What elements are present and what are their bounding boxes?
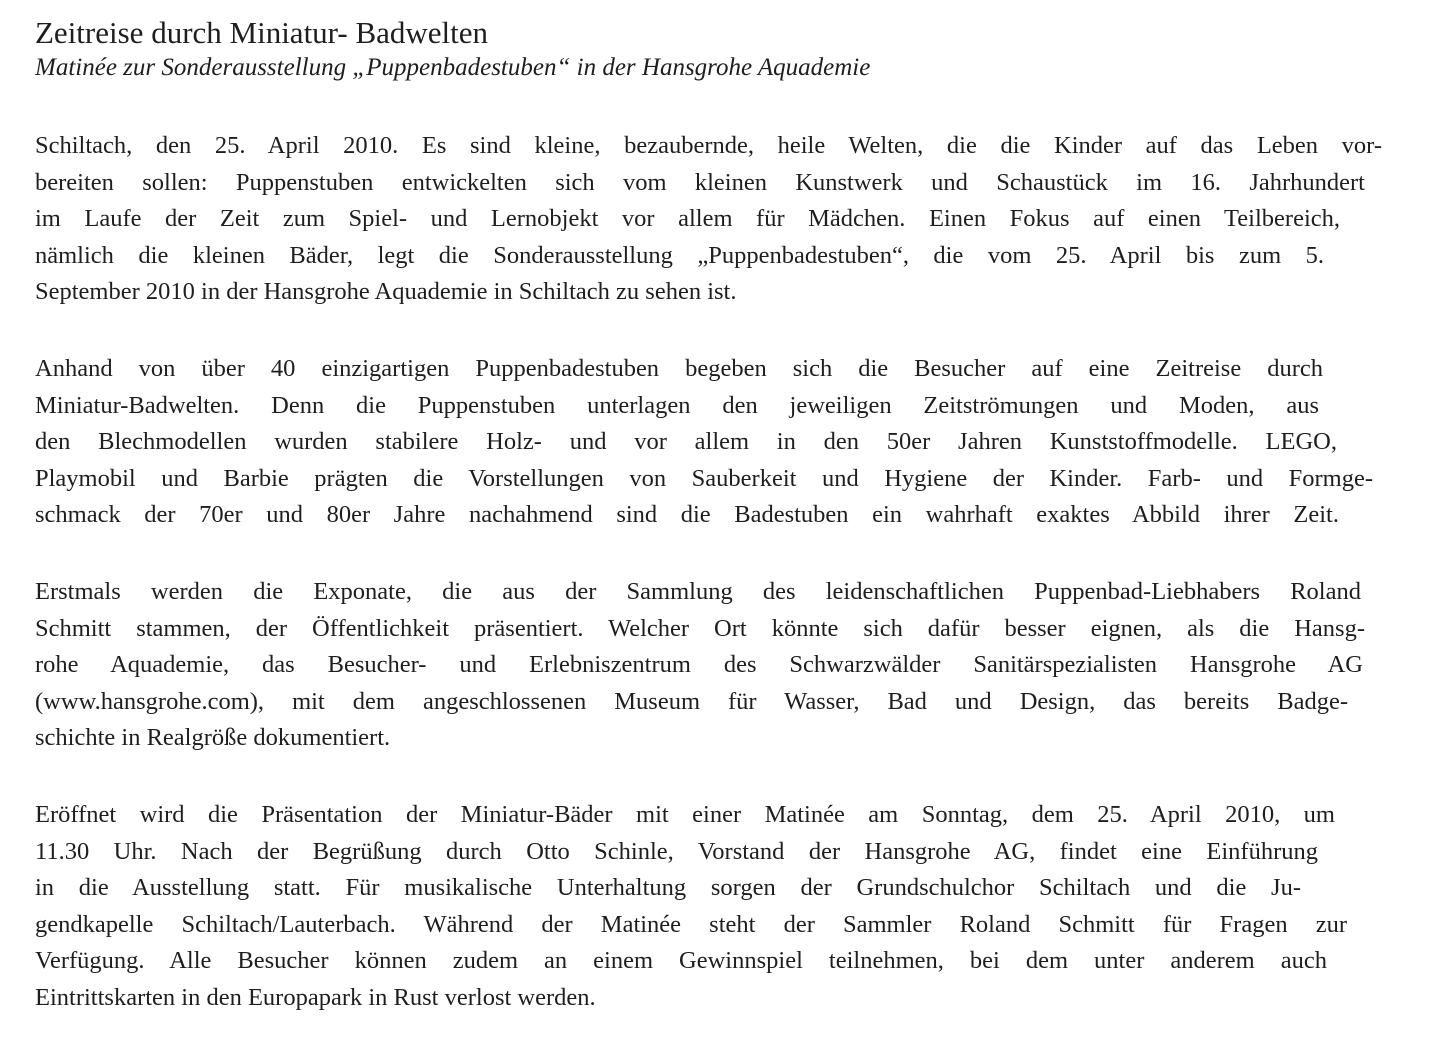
text-line: schmack der 70er und 80er Jahre nachahmend sind die Badestuben ein wahrhaft exaktes Abbild ihrer Zeit. [35,501,1339,529]
paragraph-1 [35,128,1415,311]
document-subtitle: Matinée zur Sonderausstellung „Puppenbadestuben“ in der Hansgrohe Aquademie [35,54,871,81]
paragraph-4 [35,797,1415,1017]
paragraph-2 [35,351,1415,534]
text-line: Schiltach, den 25. April 2010. Es sind kleine, bezaubernde, heile Welten, die die Kinder auf das Leben vor- [35,132,1382,159]
text-line: Miniatur-Badwelten. Denn die Puppenstuben unterlagen den jeweiligen Zeitströmungen und Moden, aus [35,391,1319,419]
text-line: Anhand von über 40 einzigartigen Puppenbadestuben begeben sich die Besucher auf eine Zeitreise durch [35,354,1323,382]
press-release [35,14,1415,1011]
text-line: schichte in Realgröße dokumentiert. [35,724,391,752]
text-line: Eröffnet wird die Präsentation der Miniatur-Bäder mit einer Matinée am Sonntag, dem 25. April 2010, um [35,800,1335,828]
text-line: den Blechmodellen wurden stabilere Holz- und vor allem in den 50er Jahren Kunststoffmodelle. LEGO, [35,428,1337,456]
text-line: Erstmals werden die Exponate, die aus der Sammlung des leidenschaftlichen Puppenbad-Liebhabers Roland [35,577,1361,605]
text-line: Playmobil und Barbie prägten die Vorstellungen von Sauberkeit und Hygiene der Kinder. Farb- und Formge- [35,464,1373,492]
text-line: 11.30 Uhr. Nach der Begrüßung durch Otto Schinle, Vorstand der Hansgrohe AG, findet eine Einführung [35,837,1318,865]
text-line: Schmitt stammen, der Öffentlichkeit präsentiert. Welcher Ort könnte sich dafür besser eignen, als die Hansg- [35,614,1365,642]
text-line: Eintrittskarten in den Europapark in Rust verlost werden. [35,983,596,1011]
paragraph-3 [35,574,1415,757]
text-line: im Laufe der Zeit zum Spiel- und Lernobjekt vor allem für Mädchen. Einen Fokus auf einen Teilbereich, [35,205,1340,233]
document-title: Zeitreise durch Miniatur- Badwelten [35,15,489,50]
text-line: bereiten sollen: Puppenstuben entwickelten sich vom kleinen Kunstwerk und Schaustück im 16. Jahrhundert [35,168,1365,196]
text-line: Verfügung. Alle Besucher können zudem an einem Gewinnspiel teilnehmen, bei dem unter anderem auch [35,947,1327,975]
text-line: September 2010 in der Hansgrohe Aquademie in Schiltach zu sehen ist. [35,278,737,306]
text-line: (www.hansgrohe.com), mit dem angeschlossenen Museum für Wasser, Bad und Design, das bereits Badge- [35,687,1348,715]
body-text [35,128,1415,1056]
text-line: rohe Aquademie, das Besucher- und Erlebniszentrum des Schwarzwälder Sanitärspezialisten Hansgrohe AG [35,651,1363,679]
text-line: gendkapelle Schiltach/Lauterbach. Während der Matinée steht der Sammler Roland Schmitt für Fragen zur [35,910,1347,938]
text-line: nämlich die kleinen Bäder, legt die Sonderausstellung „Puppenbadestuben“, die vom 25. April bis zum 5. [35,241,1324,269]
text-line: in die Ausstellung statt. Für musikalische Unterhaltung sorgen der Grundschulchor Schiltach und die Ju- [35,874,1301,902]
